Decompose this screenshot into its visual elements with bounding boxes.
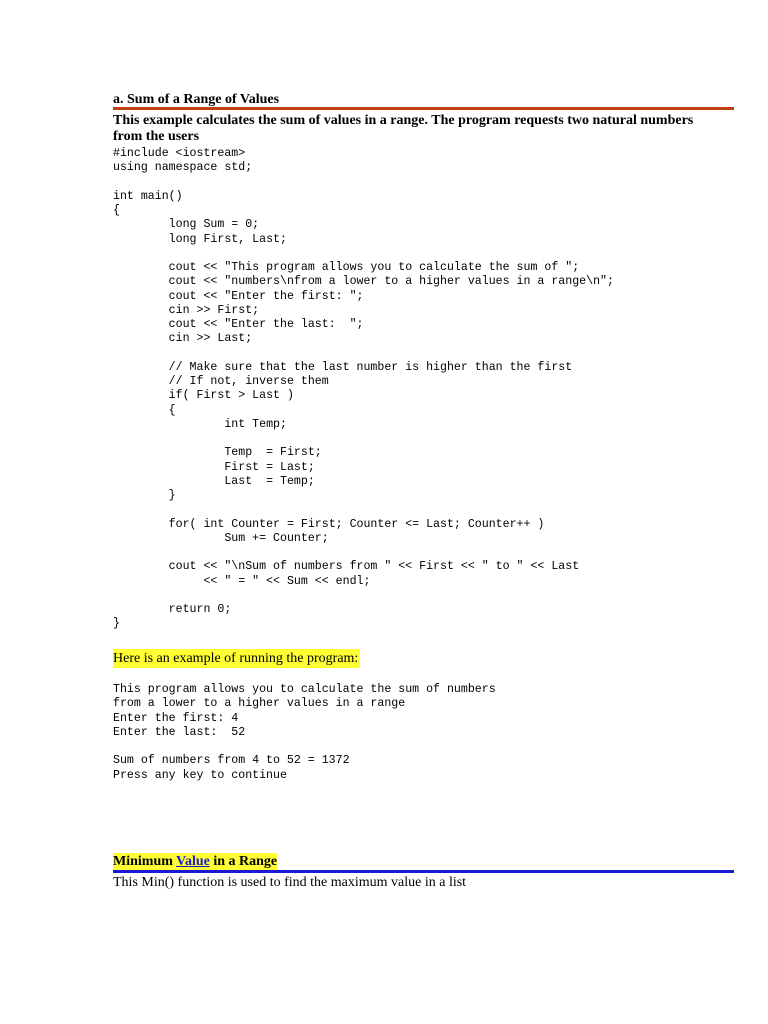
example-label: Here is an example of running the program: bbox=[113, 651, 359, 666]
section-b-rule bbox=[113, 870, 734, 873]
section-a-heading: a. Sum of a Range of Values bbox=[113, 92, 280, 107]
section-b-heading-suffix: in a Range bbox=[209, 854, 278, 869]
section-a-rule bbox=[113, 107, 734, 110]
section-b-heading-prefix: Minimum bbox=[113, 854, 177, 869]
code-listing: #include <iostream> using namespace std; int main() { long Sum = 0; long First, Last; cout << "This program allows you to calculate the sum of "; cout << "numbers\nfrom a lower to a higher values in a range\n"; cout << "Enter the first: "; cin >> First; cout << "Enter the last: "; cin >> Last; // Make sure that the last number is higher than the first // If not, inverse them if( First > Last ) { int Temp; Temp = First; First = Last; Last = Temp; } for( int Counter = First; Counter <= Last; Counter++ ) Sum += Counter; cout << "\nSum of numbers from " << First << " to " << Last << " = " << Sum << endl; return 0; } bbox=[113, 147, 614, 631]
program-output: This program allows you to calculate the sum of numbers from a lower to a higher values in a range Enter the first: 4 Enter the last: 52 Sum of numbers from 4 to 52 = 1372 Press any key to continue bbox=[113, 683, 496, 782]
section-a-intro: This example calculates the sum of values in a range. The program requests two natural numbers from the users bbox=[113, 113, 694, 144]
section-b-description: This Min() function is used to find the maximum value in a list bbox=[113, 875, 467, 890]
value-link[interactable]: Value bbox=[176, 854, 210, 869]
section-b-heading bbox=[113, 853, 277, 870]
